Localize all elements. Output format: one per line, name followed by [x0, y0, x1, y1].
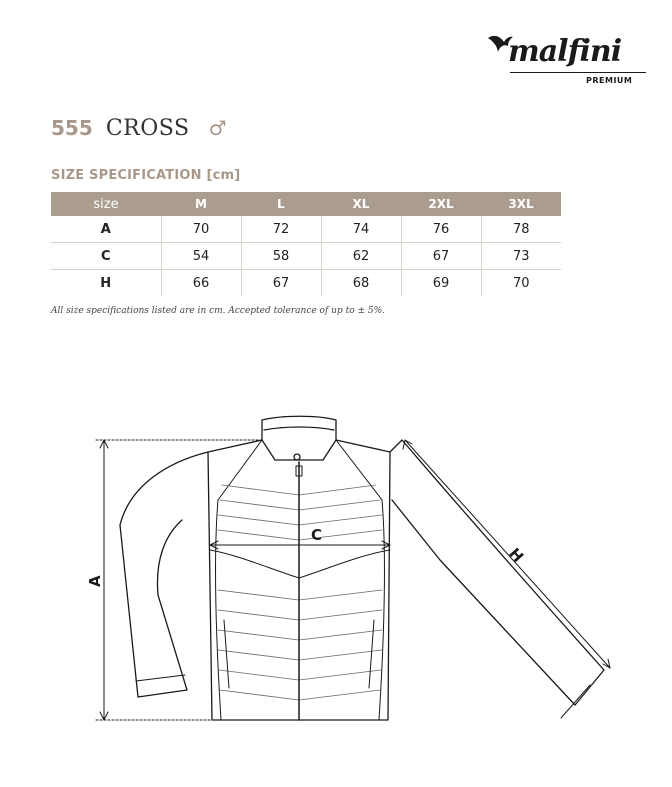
left-sleeve-outline [120, 452, 208, 697]
table-header-cell: M [161, 192, 241, 216]
collar-stand-line [264, 427, 334, 430]
table-cell: 73 [481, 243, 561, 270]
jacket-technical-drawing [0, 400, 672, 740]
right-pocket-zip [369, 620, 374, 688]
brand-name: malfini [508, 34, 622, 69]
product-title [51, 116, 227, 148]
collar-outline [262, 416, 336, 460]
table-header-row [51, 192, 561, 216]
row-label: A [51, 216, 161, 243]
table-row [51, 243, 561, 270]
left-pocket-zip [224, 620, 229, 688]
table-cell: 67 [401, 243, 481, 270]
jacket-outline [120, 416, 604, 720]
table-cell: 69 [401, 270, 481, 297]
brand-logo [486, 30, 650, 90]
table-cell: 68 [321, 270, 401, 297]
table-cell: 58 [241, 243, 321, 270]
product-code: 555 [51, 116, 93, 140]
table-header-cell: 2XL [401, 192, 481, 216]
dimension-c-label: C [311, 526, 323, 544]
table-cell: 70 [481, 270, 561, 297]
right-sleeve-cuff-seam [561, 685, 590, 718]
collar-snap-icon [294, 454, 300, 460]
male-symbol-icon: ♂ [208, 116, 227, 140]
brand-tagline: PREMIUM [586, 76, 633, 85]
row-label: C [51, 243, 161, 270]
dimension-lines [96, 440, 610, 720]
logo-underline [510, 72, 646, 73]
left-raglan-seam [218, 440, 262, 500]
table-cell: 62 [321, 243, 401, 270]
product-name: CROSS [105, 116, 190, 141]
dimension-a-label: A [86, 575, 104, 587]
table-cell: 74 [321, 216, 401, 243]
quilting-pattern [218, 485, 382, 700]
dimension-h-label: H [505, 544, 528, 566]
jacket-seams [136, 440, 590, 720]
dimension-h-arrow-top [403, 440, 412, 449]
table-row [51, 270, 561, 297]
table-cell: 54 [161, 243, 241, 270]
table-header-cell: 3XL [481, 192, 561, 216]
zipper [296, 462, 302, 720]
table-cell: 76 [401, 216, 481, 243]
row-label: H [100, 275, 112, 291]
table-cell: 67 [241, 270, 321, 297]
table-header-cell: L [241, 192, 321, 216]
section-title: SIZE SPECIFICATION [cm] [51, 168, 241, 183]
table-header-cell: size [51, 192, 161, 216]
table-cell: 72 [241, 216, 321, 243]
table-cell: 70 [161, 216, 241, 243]
right-sleeve-outline [390, 440, 604, 705]
table-header-cell: XL [321, 192, 401, 216]
table-cell: 78 [481, 216, 561, 243]
tolerance-note: All size specifications listed are in cm. Accepted tolerance of up to ± 5%. [51, 306, 386, 316]
table-cell: 66 [161, 270, 241, 297]
waist-seam [210, 550, 390, 578]
size-table [51, 192, 561, 296]
left-sleeve-cuff-seam [136, 675, 185, 681]
table-row [51, 216, 561, 243]
